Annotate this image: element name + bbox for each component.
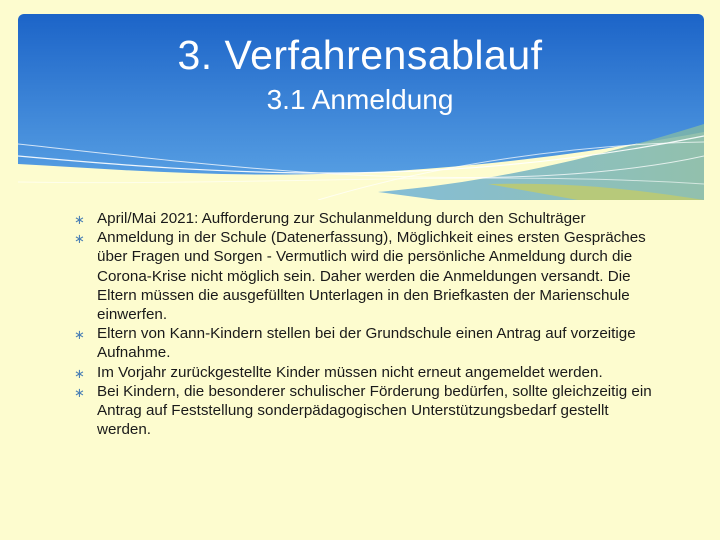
slide-title: 3. Verfahrensablauf <box>177 32 543 78</box>
bullet-marker-icon: ∗ <box>74 212 85 227</box>
slide-subtitle: 3.1 Anmeldung <box>266 84 454 115</box>
bullet-text: Eltern von Kann-Kindern stellen bei der Grundschule einen Antrag auf vorzeitige Aufnahme. <box>97 325 636 362</box>
bullet-item <box>74 324 654 362</box>
bullet-text: Bei Kindern, die besonderer schulischer Förderung bedürfen, sollte gleichzeitig ein Antrag auf Feststellung sonderpädagogischen Unterstützungsbedarf gestellt werden. <box>97 382 652 439</box>
bullet-item <box>74 228 654 324</box>
bullet-marker-icon: ∗ <box>74 231 85 247</box>
bullet-marker-icon: ∗ <box>74 384 85 400</box>
bullet-text: Im Vorjahr zurückgestellte Kinder müssen nicht erneut angemeldet werden. <box>97 363 603 381</box>
bullet-item <box>74 382 654 440</box>
bullet-list <box>74 209 654 439</box>
bullet-item <box>74 209 654 228</box>
bullet-item <box>74 363 654 382</box>
bullet-text: Anmeldung in der Schule (Datenerfassung), Möglichkeit eines ersten Gespräches über Fragen und Sorgen - Vermutlich wird die persönliche Anmeldung durch die Corona-Krise nicht möglich sein. Daher werden die Anmeldungen versandt. Die Eltern müssen die ausgefüllten Unterlagen in den Briefkasten der Marienschule einwerfen. <box>97 229 646 324</box>
bullet-text: April/Mai 2021: Aufforderung zur Schulanmeldung durch den Schulträger <box>97 210 586 227</box>
bullet-marker-icon: ∗ <box>74 365 85 381</box>
bullet-marker-icon: ∗ <box>74 327 85 343</box>
